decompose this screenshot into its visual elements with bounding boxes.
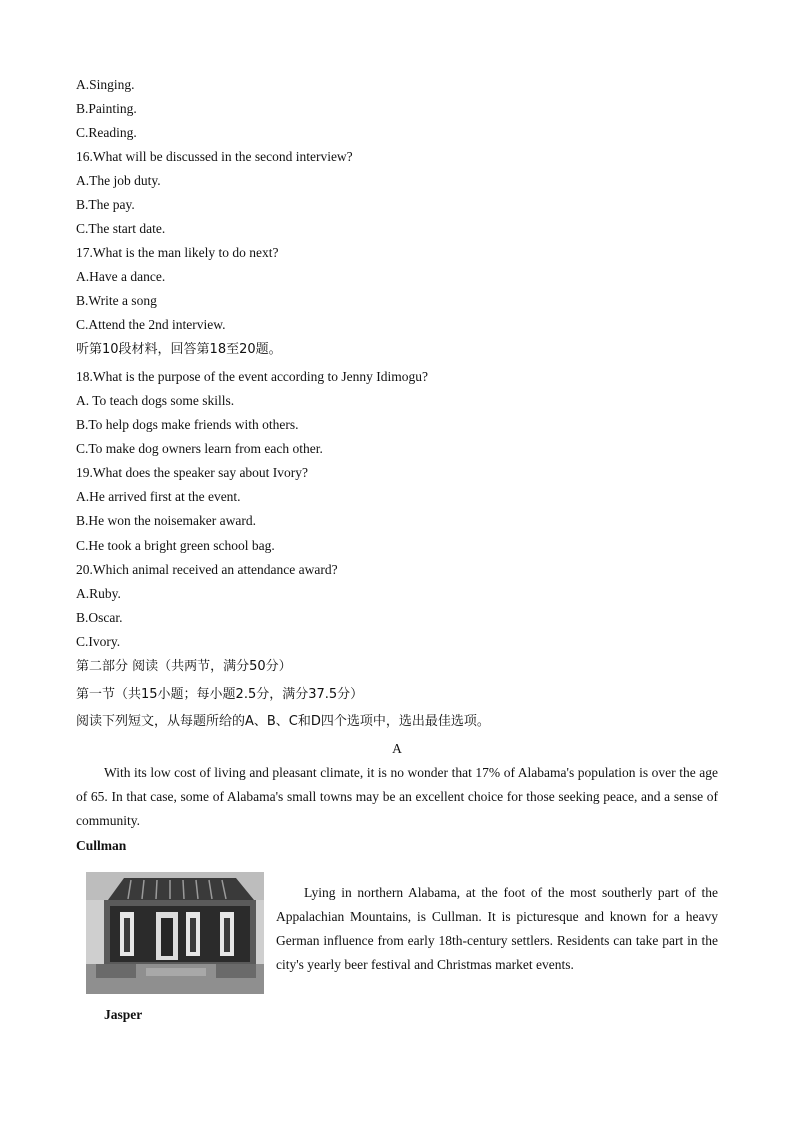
passage-intro: With its low cost of living and pleasant climate, it is no wonder that 17% of Alabama's population is over the age of 65. In that case, some of Alabama's small towns may be an excellent choice for those seeking peace, and a sense of community. bbox=[76, 765, 718, 828]
question-line: 16.What will be discussed in the second interview? bbox=[76, 149, 353, 164]
option-line: C.Attend the 2nd interview. bbox=[76, 317, 226, 332]
option-line: B.The pay. bbox=[76, 197, 135, 212]
option-line: A.Ruby. bbox=[76, 586, 121, 601]
heading-jasper: Jasper bbox=[104, 1007, 143, 1022]
option-line: A.He arrived first at the event. bbox=[76, 489, 241, 504]
reading-instruction: 阅读下列短文，从每题所给的A、B、C和D四个选项中，选出最佳选项。 bbox=[76, 714, 490, 729]
option-line: A.The job duty. bbox=[76, 173, 161, 188]
option-line: B.Oscar. bbox=[76, 610, 123, 625]
question-line: 17.What is the man likely to do next? bbox=[76, 245, 279, 260]
option-line: C.To make dog owners learn from each other. bbox=[76, 441, 323, 456]
option-line: B.Painting. bbox=[76, 101, 137, 116]
question-line: 19.What does the speaker say about Ivory? bbox=[76, 465, 309, 480]
option-line: B.To help dogs make friends with others. bbox=[76, 417, 299, 432]
option-line: C.He took a bright green school bag. bbox=[76, 538, 275, 553]
option-line: A.Singing. bbox=[76, 77, 135, 92]
option-line: C.Ivory. bbox=[76, 634, 121, 649]
section-heading: 第一节（共15小题；每小题2.5分，满分37.5分） bbox=[76, 687, 364, 702]
option-line: C.Reading. bbox=[76, 125, 137, 140]
option-line: A.Have a dance. bbox=[76, 269, 166, 284]
option-line: B.Write a song bbox=[76, 293, 157, 308]
option-line: B.He won the noisemaker award. bbox=[76, 513, 256, 528]
section-instruction: 听第10段材料，回答第18至20题。 bbox=[76, 342, 282, 357]
cullman-photo bbox=[86, 872, 264, 994]
passage-letter: A bbox=[392, 741, 402, 756]
option-line: A. To teach dogs some skills. bbox=[76, 393, 235, 408]
option-line: C.The start date. bbox=[76, 221, 166, 236]
part-heading: 第二部分 阅读（共两节，满分50分） bbox=[76, 659, 292, 674]
heading-cullman: Cullman bbox=[76, 838, 127, 853]
cullman-description: Lying in northern Alabama, at the foot of the most southerly part of the Appalachian Mountains, is Cullman. It is picturesque and known for a heavy German influence from early 18th-century settlers. Residents can take part in the city's yearly beer festival and Christmas market events. bbox=[276, 885, 718, 972]
question-line: 18.What is the purpose of the event according to Jenny Idimogu? bbox=[76, 369, 429, 384]
question-line: 20.Which animal received an attendance award? bbox=[76, 562, 338, 577]
